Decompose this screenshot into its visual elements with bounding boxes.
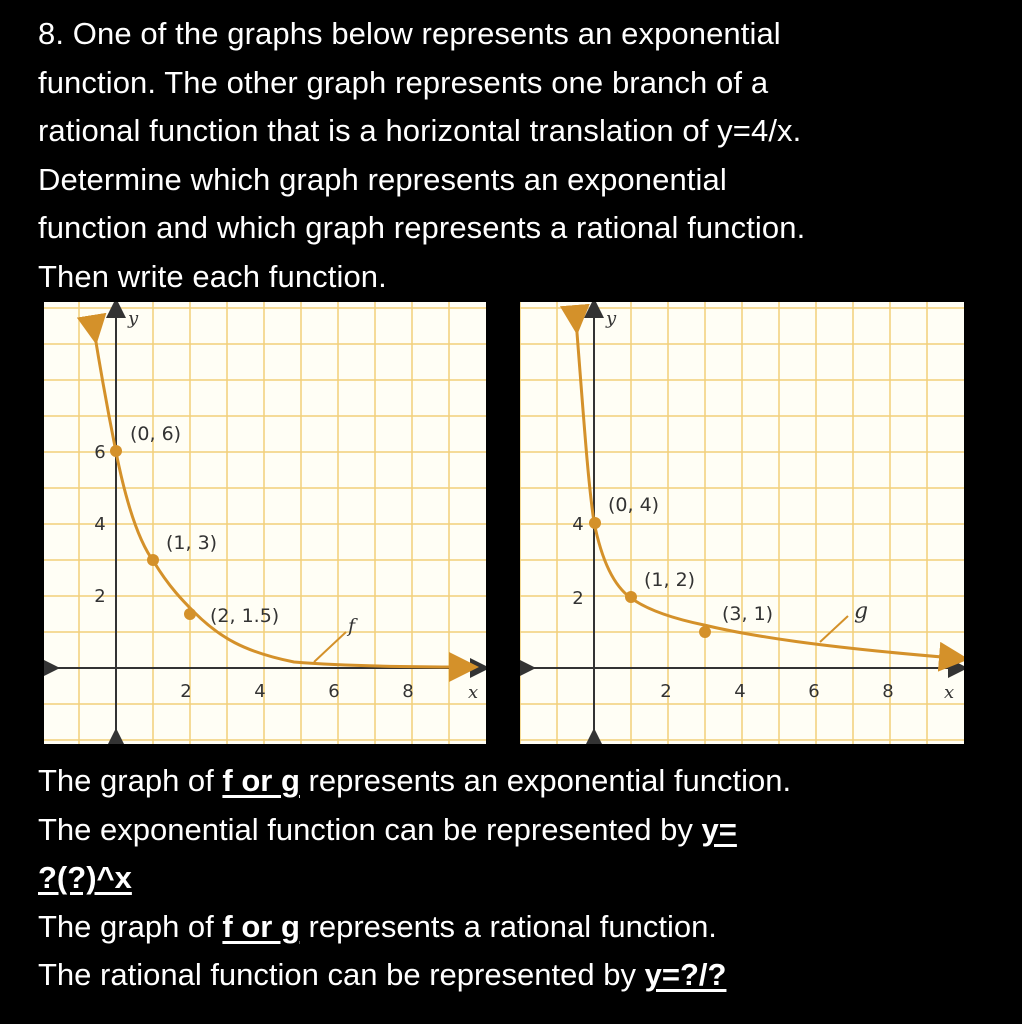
graph-g-curve-label-leader [820,616,848,642]
graph-g-x-tick: 6 [808,681,820,702]
answer-line-2 [38,806,998,855]
graph-f-y-label: y [128,308,139,329]
answer-line-5 [38,951,998,1000]
graph-f-x-tick: 8 [402,681,414,702]
graph-g-grid [520,302,964,744]
answer-line-1 [38,757,998,806]
graph-g-x-tick: 4 [734,681,746,702]
graph-g-panel [520,302,964,744]
question-line: 8. One of the graphs below represents an exponential [38,16,781,51]
answer-line-4 [38,903,998,952]
graph-f-curve-label-leader [314,632,346,662]
fill-blank[interactable]: y= [701,811,737,847]
answer-text-segment: The graph of [38,763,223,798]
graph-f-point [110,445,122,457]
question-line: Then write each function. [38,258,387,294]
graph-f [44,302,486,744]
graph-g-y-label: y [606,308,617,329]
question-line: Determine which graph represents an exponential [38,161,727,197]
graph-g [520,302,964,744]
graph-g-point [699,626,711,638]
graph-g-point-label: (1, 2) [644,569,696,591]
answer-text-segment: The graph of [38,908,223,944]
graph-g-x-label: x [944,682,955,703]
question-text [38,10,998,301]
answer-line-3 [38,854,998,903]
answer-text-segment: represents a rational function. [299,908,717,944]
graph-g-point [589,517,601,529]
question-line: rational function that is a horizontal translation of y=4/x. [38,113,802,148]
graph-f-x-label: x [468,682,479,703]
graph-g-curve-label: g [854,599,869,624]
answer-text [38,757,998,1000]
graph-g-y-tick: 4 [572,514,584,535]
graph-f-x-tick: 6 [328,681,340,702]
answer-text-segment: The exponential function can be represented by [38,811,702,847]
answer-text-segment: represents an exponential function. [299,763,792,798]
question-line: function and which graph represents a rational function. [38,210,806,245]
graph-f-point-label: (2, 1.5) [210,605,280,627]
fill-blank[interactable]: f or g [222,763,300,798]
graph-g-point [625,591,637,603]
graph-f-x-tick: 2 [180,681,192,702]
graph-f-y-tick: 6 [94,442,106,463]
graph-f-x-tick: 4 [254,681,266,702]
graph-f-point-label: (1, 3) [166,532,218,554]
fill-blank[interactable]: ?(?)^x [38,860,132,895]
fill-blank[interactable]: f or g [222,908,300,944]
graph-f-curve-label: f [348,615,356,637]
graph-f-panel [44,302,486,744]
answer-text-segment: The rational function can be represented by [38,957,645,992]
graph-f-point-label: (0, 6) [130,423,182,445]
graph-g-x-tick: 8 [882,681,894,702]
graph-g-point-label: (3, 1) [722,603,774,625]
graph-f-point [147,554,159,566]
graph-g-point-label: (0, 4) [608,494,660,516]
graph-g-y-tick: 2 [572,588,584,609]
graph-f-y-tick: 2 [94,586,106,607]
graph-f-y-tick: 4 [94,514,106,535]
graph-g-x-tick: 2 [660,681,672,702]
graph-f-point [184,608,196,620]
fill-blank[interactable]: y=?/? [644,957,727,992]
graph-f-grid [44,302,486,744]
question-line: function. The other graph represents one branch of a [38,64,769,100]
